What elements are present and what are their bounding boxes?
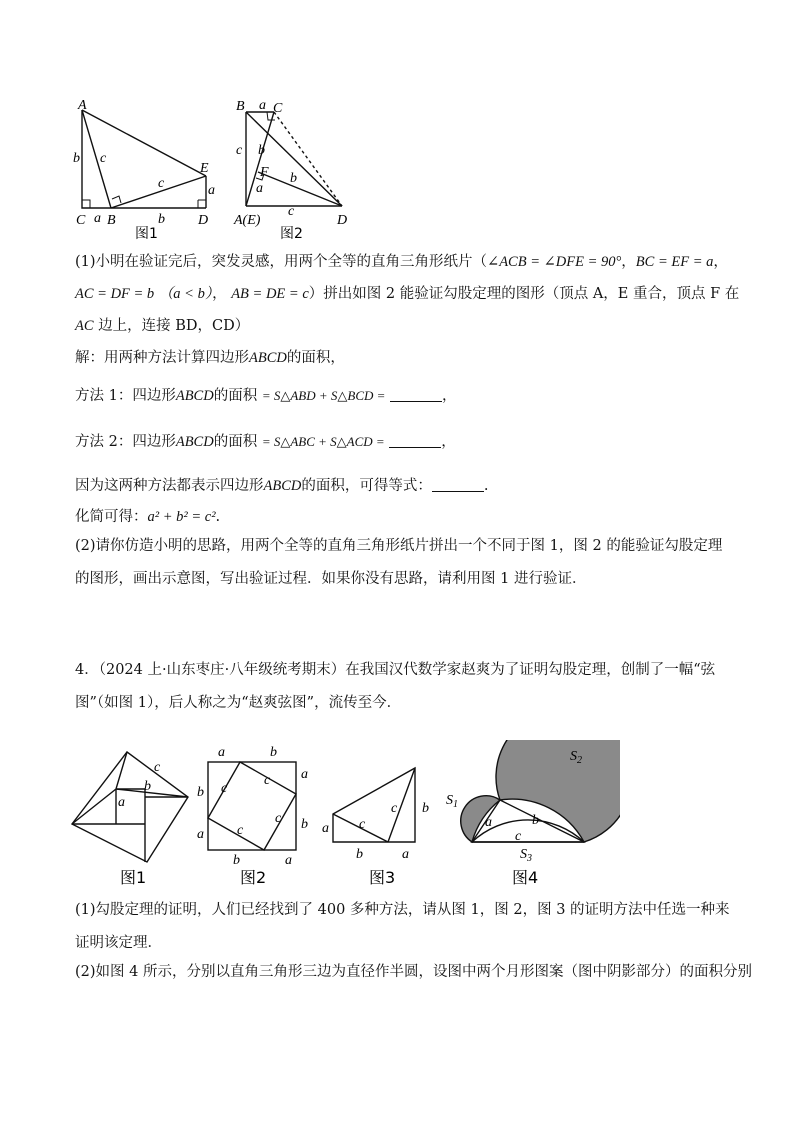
part1-line1: (1)小明在验证完后，突发灵感，用两个全等的直角三角形纸片（∠ACB = ∠DFE = 90°，BC = EF = a，: [75, 254, 728, 270]
pythagorean-formula: a² + b² = c²: [147, 509, 216, 525]
fig1-label-b: b: [73, 151, 80, 166]
simplify-line: 化简可得：a² + b² = c².: [75, 509, 221, 525]
b-fig3-caption: 图3: [369, 868, 396, 887]
fig1-label-c2: c: [158, 176, 165, 191]
fig2-label-b-mid: b: [258, 143, 265, 158]
b-fig3-left-a: a: [322, 821, 329, 836]
fig2-label-C: C: [273, 101, 283, 116]
fig2-label-c-bottom: c: [288, 204, 295, 219]
fig2-label-a-top: a: [259, 98, 266, 113]
b-fig2-caption: 图2: [240, 868, 267, 887]
q4-part1: (1)勾股定理的证明，人们已经找到了 400 多种方法，请从图 1，图 2，图 3 的证明方法中任选一种来证明该定理．: [75, 902, 730, 951]
b-fig2-right-a: a: [301, 767, 308, 782]
b-fig2-c2: c: [221, 781, 228, 796]
b-fig3-bottom-b: b: [356, 847, 363, 862]
q4-part2: (2)如图 4 所示，分别以直角三角形三边为直径作半圆，设图中两个月形图案（图中阴影部分）的面积分别: [75, 964, 752, 980]
fig1-label-E: E: [200, 161, 209, 176]
b-fig3-c2: c: [391, 801, 398, 816]
method-2-blank[interactable]: [389, 433, 441, 448]
b-fig2-c4: c: [237, 823, 244, 838]
b-fig4-c: c: [515, 829, 522, 844]
equation-blank[interactable]: [432, 477, 484, 492]
method-1-blank[interactable]: [390, 387, 442, 402]
top-figures: [60, 90, 400, 240]
b-fig2-c3: c: [275, 811, 282, 826]
equation-line: 因为这两种方法都表示四边形ABCD的面积，可得等式： .: [75, 478, 489, 494]
b-fig4-b: b: [532, 813, 539, 828]
zhao-shuang-string-diagram: [72, 752, 188, 862]
b-fig2-c1: c: [264, 773, 271, 788]
bottom-figures: [60, 740, 620, 890]
b-fig1-label-c: c: [154, 760, 161, 775]
s3-label: $S_3$: [520, 847, 532, 864]
fig1-label-a: a: [94, 211, 101, 226]
fig2-label-D: D: [337, 213, 348, 228]
fig2-label-b: b: [290, 171, 297, 186]
b-fig4-caption: 图4: [512, 868, 539, 887]
part1-line3: AC 边上，连接 BD，CD）: [75, 318, 250, 334]
b-fig3-right-b: b: [422, 801, 429, 816]
condition-bc-ef: BC = EF = a: [635, 254, 714, 270]
fig1-label-B: B: [107, 213, 116, 228]
fig2-label-a-mid: a: [256, 181, 263, 196]
condition-ac-df: AC = DF = b: [75, 286, 155, 302]
fig2-label-B: B: [236, 99, 245, 114]
part2-question: (2)请你仿造小明的思路，用两个全等的直角三角形纸片拼出一个不同于图 1，图 2 的能验证勾股定理的图形，画出示意图，写出验证过程．如果你没有思路，请利用图 1 进行验证．: [75, 538, 723, 587]
b-fig2-left-b: b: [197, 785, 204, 800]
fig1-label-C: C: [76, 213, 86, 228]
s2-label: $S_2$: [570, 749, 582, 766]
b-fig1-label-b: b: [144, 779, 151, 794]
b-fig2-bottom-b: b: [233, 853, 240, 868]
fig2-caption: 图2: [280, 226, 303, 240]
q4-intro: 4．（2024 上·山东枣庄·八年级统考期末）在我国汉代数学家赵爽为了证明勾股定理，创制了一幅“弦图”（如图 1），后人称之为“赵爽弦图”，流传至今．: [75, 662, 716, 711]
b-fig1-caption: 图1: [120, 868, 147, 887]
b-fig3-bottom-a: a: [402, 847, 409, 862]
part1-line2: AC = DF = b （a < b）， AB = DE = c）拼出如图 2 能验证勾股定理的图形（顶点 A，E 重合，顶点 F 在: [75, 286, 740, 302]
fig1-caption: 图1: [135, 226, 158, 240]
b-fig2-left-a: a: [197, 827, 204, 842]
fig2-label-F: F: [260, 165, 269, 180]
b-fig4-a: a: [485, 815, 492, 830]
condition-ab-de: AB = DE = c: [231, 286, 309, 302]
s1-label: $S_1$: [446, 793, 458, 810]
fig1-label-D: D: [198, 213, 209, 228]
b-fig1-label-a: a: [118, 795, 125, 810]
b-fig2-top-a: a: [218, 745, 225, 760]
fig2-label-AE: A(E): [234, 213, 261, 228]
fig2-label-c: c: [236, 143, 243, 158]
method-2-formula: = S△ABC + S△ACD =: [261, 434, 385, 449]
fig1-label-c: c: [100, 151, 107, 166]
square-in-square-diagram: [208, 762, 296, 850]
b-fig2-right-b: b: [301, 817, 308, 832]
b-fig2-bottom-a: a: [285, 853, 292, 868]
fig1-label-a2: a: [208, 183, 215, 198]
trapezoid-diagram: [333, 768, 415, 842]
condition-angles: ∠ACB = ∠DFE = 90°: [487, 254, 622, 270]
method-1-formula: = S△ABD + S△BCD =: [261, 388, 386, 403]
method-1: 方法 1：四边形ABCD的面积 = S△ABD + S△BCD = ，: [75, 388, 457, 404]
fig1-label-b2: b: [158, 212, 165, 227]
method-2: 方法 2：四边形ABCD的面积 = S△ABC + S△ACD = ，: [75, 434, 456, 450]
b-fig2-top-b: b: [270, 745, 277, 760]
fig1-label-A: A: [78, 98, 87, 113]
solution-intro: 解：用两种方法计算四边形ABCD的面积，: [75, 350, 345, 366]
b-fig3-c1: c: [359, 817, 366, 832]
